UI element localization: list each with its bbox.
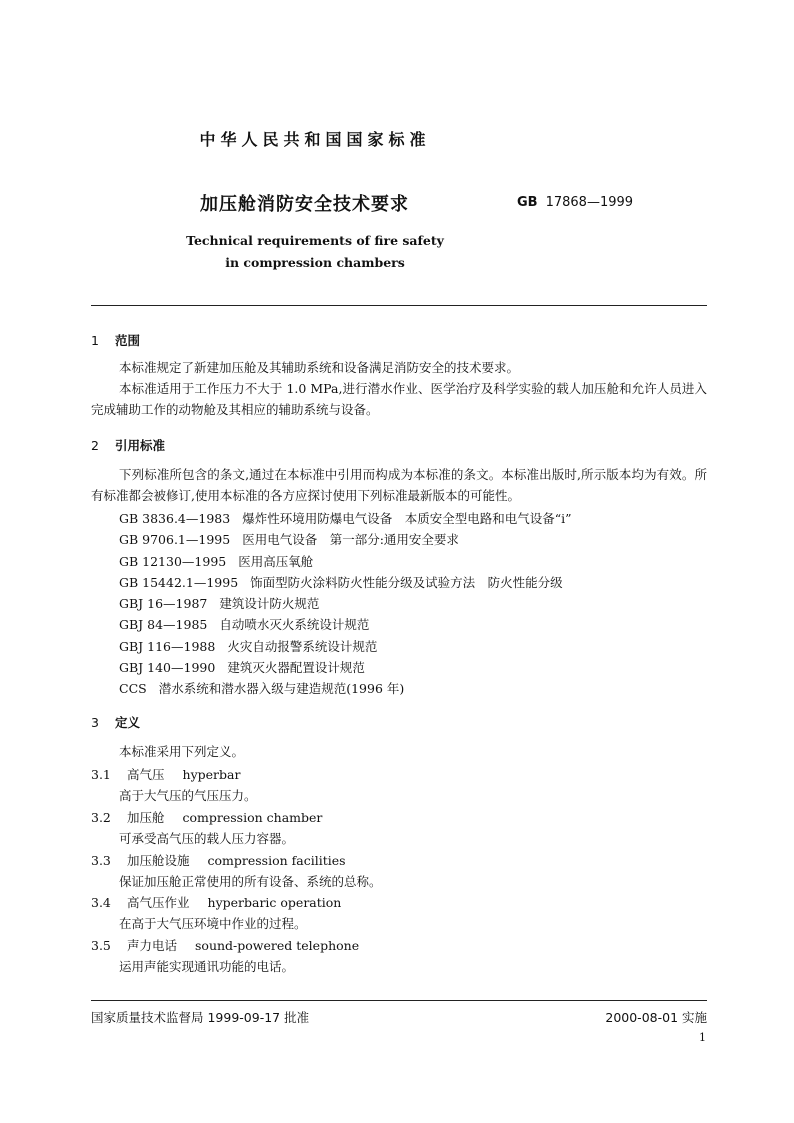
english-title-line-1: Technical requirements of fire safety bbox=[186, 233, 444, 248]
standard-code bbox=[517, 195, 633, 210]
reference-name: 建筑灭火器配置设计规范 bbox=[227, 660, 365, 675]
reference-code: GB 9706.1—1995 bbox=[119, 532, 231, 547]
standard-title: 加压舱消防安全技术要求 bbox=[200, 194, 409, 215]
reference-item bbox=[119, 637, 377, 655]
definition-heading bbox=[91, 765, 240, 783]
reference-name: 火灾自动报警系统设计规范 bbox=[227, 639, 378, 654]
implementation-date: 2000-08-01 实施 bbox=[605, 1010, 707, 1025]
references-intro: 下列标准所包含的条文,通过在本标准中引用而构成为本标准的条文。本标准出版时,所示版本均为有效。所有标准都会被修订,使用本标准的各方应探讨使用下列标准最新版本的可能性。 bbox=[91, 467, 707, 503]
reference-item bbox=[119, 573, 563, 591]
definition-text: 高于大气压的气压压力。 bbox=[119, 788, 257, 803]
definition-number: 3.3 bbox=[91, 853, 111, 868]
scope-paragraph-1: 本标准规定了新建加压舱及其辅助系统和设备满足消防安全的技术要求。 bbox=[119, 360, 520, 375]
definition-term: 高气压 bbox=[127, 767, 165, 782]
reference-code: GBJ 84—1985 bbox=[119, 617, 208, 632]
reference-item bbox=[119, 615, 369, 633]
definition-english: sound-powered telephone bbox=[195, 938, 360, 953]
definition-english: hyperbar bbox=[182, 767, 241, 782]
english-title-line-2: in compression chambers bbox=[225, 255, 405, 270]
reference-name: 医用高压氧舱 bbox=[238, 554, 314, 569]
section-heading-scope bbox=[91, 331, 140, 349]
definitions-intro: 本标准采用下列定义。 bbox=[119, 744, 245, 759]
definition-number: 3.1 bbox=[91, 767, 111, 782]
reference-name: 潜水系统和潜水器入级与建造规范(1996 年) bbox=[158, 681, 405, 696]
header-divider bbox=[91, 305, 707, 306]
reference-name: 医用电气设备 第一部分:通用安全要求 bbox=[242, 532, 459, 547]
reference-code: CCS bbox=[119, 681, 147, 696]
reference-item bbox=[119, 552, 313, 570]
reference-item bbox=[119, 658, 365, 676]
reference-name: 爆炸性环境用防爆电气设备 本质安全型电路和电气设备“i” bbox=[242, 511, 572, 526]
reference-code: GB 3836.4—1983 bbox=[119, 511, 231, 526]
reference-name: 建筑设计防火规范 bbox=[219, 596, 320, 611]
reference-code: GB 12130—1995 bbox=[119, 554, 227, 569]
definition-english: compression facilities bbox=[207, 853, 346, 868]
definition-heading bbox=[91, 808, 322, 826]
reference-item bbox=[119, 530, 459, 548]
reference-name: 自动喷水灭火系统设计规范 bbox=[219, 617, 370, 632]
section-number: 3 bbox=[91, 715, 99, 730]
reference-code: GBJ 116—1988 bbox=[119, 639, 216, 654]
definition-term: 加压舱 bbox=[127, 810, 165, 825]
section-heading-definitions bbox=[91, 713, 140, 731]
reference-item bbox=[119, 594, 319, 612]
reference-code: GBJ 140—1990 bbox=[119, 660, 216, 675]
definition-heading bbox=[91, 893, 341, 911]
section-title: 定义 bbox=[115, 715, 141, 730]
section-number: 2 bbox=[91, 438, 99, 453]
national-standard-heading: 中华人民共和国国家标准 bbox=[199, 130, 431, 149]
definition-text: 保证加压舱正常使用的所有设备、系统的总称。 bbox=[119, 874, 382, 889]
definition-term: 高气压作业 bbox=[127, 895, 190, 910]
definition-heading bbox=[91, 936, 359, 954]
section-heading-references bbox=[91, 436, 165, 454]
definition-term: 加压舱设施 bbox=[127, 853, 190, 868]
definition-english: hyperbaric operation bbox=[207, 895, 342, 910]
reference-item bbox=[119, 509, 571, 527]
page-number: 1 bbox=[699, 1031, 706, 1044]
section-title: 范围 bbox=[115, 333, 141, 348]
definition-number: 3.4 bbox=[91, 895, 111, 910]
reference-code: GB 15442.1—1995 bbox=[119, 575, 239, 590]
code-prefix: GB bbox=[517, 195, 538, 210]
definition-text: 运用声能实现通讯功能的电话。 bbox=[119, 959, 295, 974]
reference-item bbox=[119, 679, 404, 697]
definition-text: 可承受高气压的载人压力容器。 bbox=[119, 831, 295, 846]
footer-divider bbox=[91, 1000, 707, 1001]
scope-paragraph-2: 本标准适用于工作压力不大于 1.0 MPa,进行潜水作业、医学治疗及科学实验的载人加压舱和允许人员进入完成辅助工作的动物舱及其相应的辅助系统与设备。 bbox=[91, 381, 707, 417]
definition-term: 声力电话 bbox=[127, 938, 178, 953]
section-title: 引用标准 bbox=[115, 438, 166, 453]
definition-english: compression chamber bbox=[182, 810, 323, 825]
definition-number: 3.2 bbox=[91, 810, 111, 825]
definition-text: 在高于大气压环境中作业的过程。 bbox=[119, 916, 307, 931]
approval-statement: 国家质量技术监督局 1999-09-17 批准 bbox=[91, 1010, 310, 1025]
definition-number: 3.5 bbox=[91, 938, 111, 953]
definition-heading bbox=[91, 851, 346, 869]
code-number: 17868—1999 bbox=[545, 195, 634, 210]
section-number: 1 bbox=[91, 333, 99, 348]
reference-code: GBJ 16—1987 bbox=[119, 596, 208, 611]
reference-name: 饰面型防火涂料防火性能分级及试验方法 防火性能分级 bbox=[250, 575, 563, 590]
